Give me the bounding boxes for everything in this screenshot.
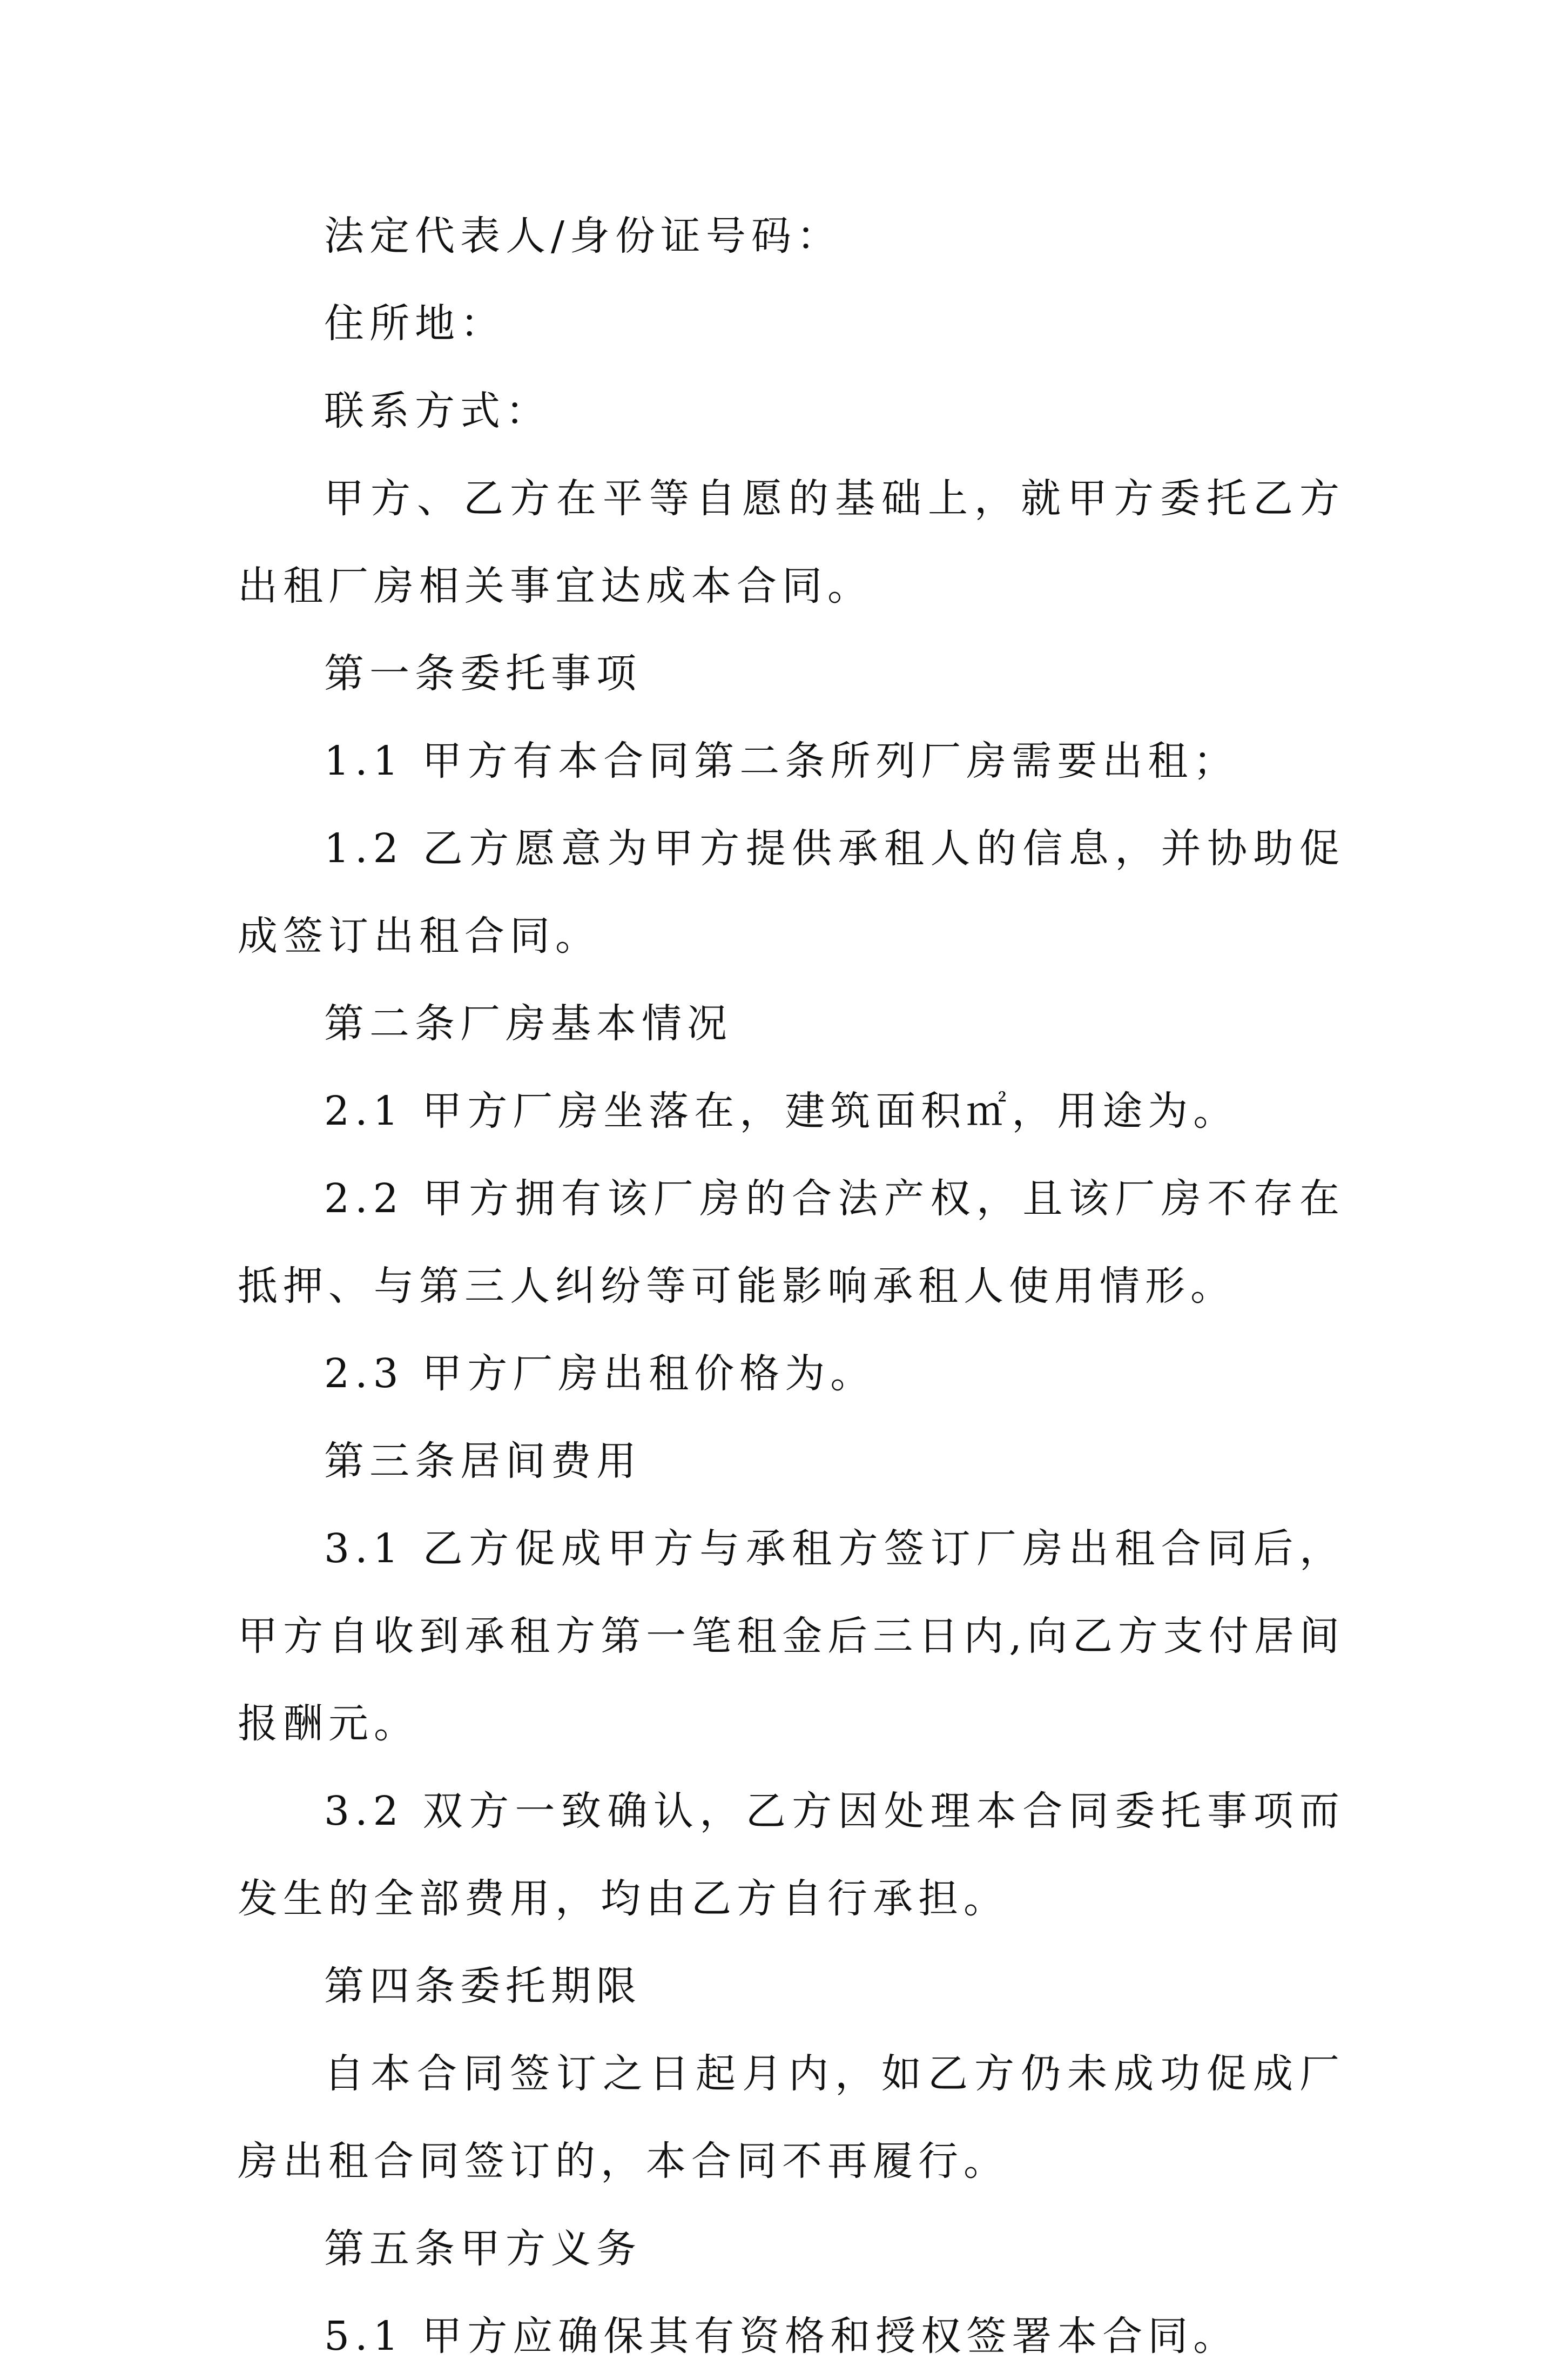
address-line: 住所地： [324, 300, 506, 347]
clause-1-2: 1.2 乙方愿意为甲方提供承租人的信息，并协助促成签订出租合同。 [238, 825, 1345, 959]
clause-3-2: 3.2 双方一致确认，乙方因处理本合同委托事项而发生的全部费用，均由乙方自行承担。 [238, 1788, 1345, 1922]
clause-3-1: 3.1 乙方促成甲方与承租方签订厂房出租合同后，甲方自收到承租方第一笔租金后三日内,向乙方支付居间报酬元。 [238, 1525, 1345, 1747]
article-2-heading: 第二条厂房基本情况 [324, 1000, 732, 1047]
article-4-paragraph: 自本合同签订之日起月内，如乙方仍未成功促成厂房出租合同签订的，本合同不再履行。 [238, 2050, 1345, 2184]
article-1-heading: 第一条委托事项 [324, 650, 642, 697]
article-5-heading: 第五条甲方义务 [324, 2226, 642, 2272]
article-4-heading: 第四条委托期限 [324, 1963, 642, 2009]
clause-2-3: 2.3 甲方厂房出租价格为。 [324, 1350, 876, 1397]
contact-line: 联系方式： [324, 388, 551, 434]
clause-2-1: 2.1 甲方厂房坐落在，建筑面积㎡，用途为。 [324, 1088, 1239, 1134]
clause-5-1: 5.1 甲方应确保其有资格和授权签署本合同。 [324, 2313, 1239, 2359]
legal-representative-id-line: 法定代表人/身份证号码： [324, 213, 842, 259]
article-3-heading: 第三条居间费用 [324, 1438, 642, 1484]
contract-body [238, 192, 1345, 2380]
clause-2-2: 2.2 甲方拥有该厂房的合法产权，且该厂房不存在抵押、与第三人纠纷等可能影响承租人使用情形。 [238, 1175, 1345, 1309]
preamble-paragraph: 甲方、乙方在平等自愿的基础上，就甲方委托乙方出租厂房相关事宜达成本合同。 [238, 475, 1345, 609]
clause-1-1: 1.1 甲方有本合同第二条所列厂房需要出租； [324, 738, 1239, 784]
